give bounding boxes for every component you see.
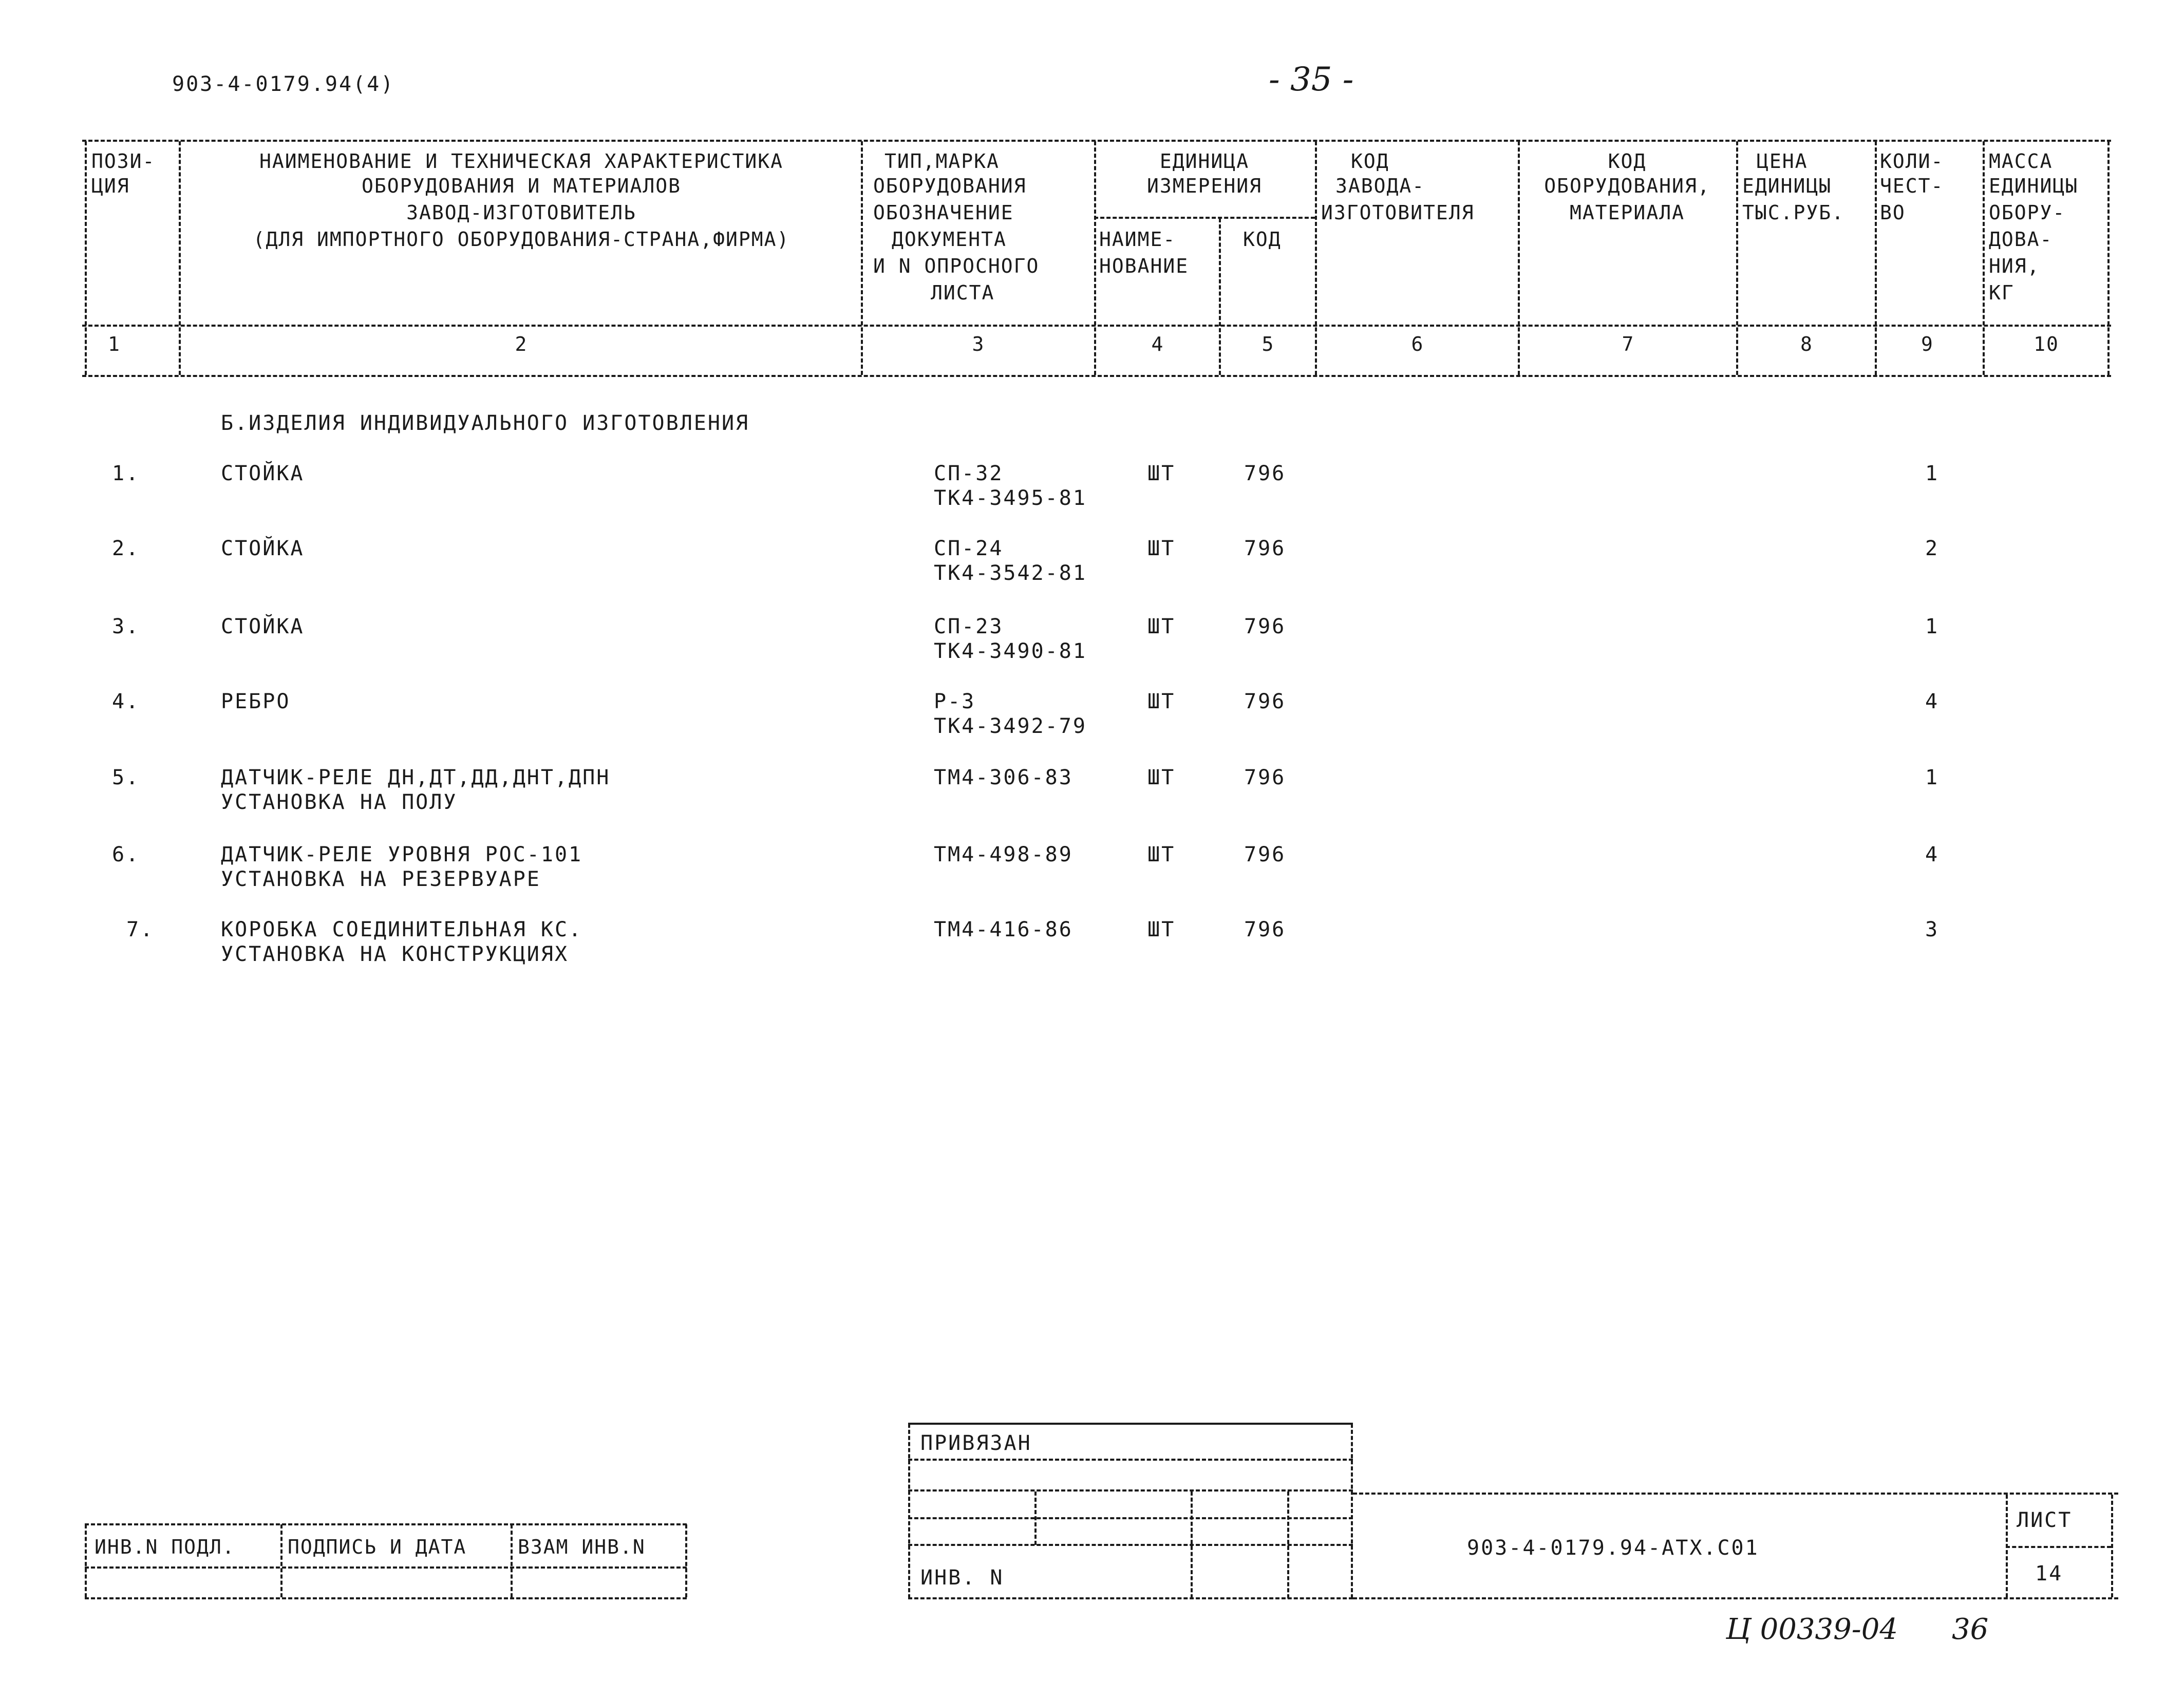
row-position: 2.	[112, 537, 140, 560]
stamp-line	[908, 1423, 1353, 1425]
col-divider	[1983, 141, 1985, 375]
header-name-line4: (ДЛЯ ИМПОРТНОГО ОБОРУДОВАНИЯ-СТРАНА,ФИРМА)	[253, 228, 790, 251]
header-unit-name-line1: НАИМЕ-	[1099, 228, 1176, 251]
row-quantity: 4	[1925, 690, 1940, 713]
stamp-line	[1353, 1493, 2118, 1495]
row-name-line2: УСТАНОВКА НА ПОЛУ	[221, 790, 458, 814]
row-quantity: 1	[1925, 615, 1940, 638]
header-mass-line2: ЕДИНИЦЫ	[1989, 175, 2079, 197]
header-unit-line1: ЕДИНИЦА	[1159, 150, 1250, 173]
stamp-line	[1353, 1597, 2118, 1599]
row-position: 4.	[112, 690, 140, 713]
row-quantity: 2	[1925, 537, 1940, 560]
stamp-privyazan-label: ПРИВЯЗАН	[920, 1431, 1032, 1455]
header-price-line3: ТЫС.РУБ.	[1742, 201, 1845, 224]
header-type-line3: ОБОЗНАЧЕНИЕ	[873, 201, 1014, 224]
col-divider	[1518, 141, 1520, 375]
row-unit: ШТ	[1147, 918, 1176, 941]
column-number: 6	[1411, 333, 1424, 355]
stamp-divider	[1034, 1492, 1037, 1545]
left-stamp-line	[85, 1597, 687, 1599]
stamp-sheet-label: ЛИСТ	[2017, 1508, 2073, 1532]
column-number: 10	[2034, 333, 2059, 355]
row-name-line2: УСТАНОВКА НА КОНСТРУКЦИЯХ	[221, 942, 569, 966]
header-bottom-border	[82, 325, 2111, 327]
header-type-line5: И N ОПРОСНОГО	[873, 255, 1040, 277]
left-stamp-line	[85, 1566, 687, 1569]
header-name-line1: НАИМЕНОВАНИЕ И ТЕХНИЧЕСКАЯ ХАРАКТЕРИСТИКА	[259, 150, 783, 173]
stamp-divider	[1191, 1492, 1193, 1598]
unit-subheader-line	[1094, 217, 1315, 219]
section-title: Б.ИЗДЕЛИЯ ИНДИВИДУАЛЬНОГО ИЗГОТОВЛЕНИЯ	[221, 411, 750, 435]
header-unit-name-line2: НОВАНИЕ	[1099, 255, 1189, 277]
row-position: 5.	[112, 766, 140, 789]
row-unit: ШТ	[1147, 843, 1176, 866]
stamp-divider	[908, 1424, 910, 1598]
header-unit-line2: ИЗМЕРЕНИЯ	[1147, 175, 1262, 197]
row-type: ТМ4-416-86	[934, 918, 1073, 941]
left-stamp-signature-date: ПОДПИСЬ И ДАТА	[288, 1536, 467, 1558]
row-type-doc: ТК4-3492-79	[934, 714, 1087, 738]
left-stamp-divider	[511, 1524, 513, 1597]
left-stamp-divider	[280, 1524, 283, 1597]
stamp-sheet-value: 14	[2035, 1562, 2063, 1585]
header-price-line1: ЦЕНА	[1757, 150, 1808, 173]
header-mass-line3: ОБОРУ-	[1989, 201, 2066, 224]
row-type: ТМ4-498-89	[934, 843, 1073, 866]
header-maker-code-line1: КОД	[1351, 150, 1389, 173]
stamp-line	[908, 1489, 1353, 1492]
header-type-line4: ДОКУМЕНТА	[892, 228, 1007, 251]
header-name-line3: ЗАВОД-ИЗГОТОВИТЕЛЬ	[406, 201, 636, 224]
header-top-border	[82, 140, 2111, 142]
row-name: СТОЙКА	[221, 615, 305, 638]
row-quantity: 4	[1925, 843, 1940, 866]
row-name: СТОЙКА	[221, 537, 305, 560]
col-divider	[85, 141, 87, 375]
column-number: 9	[1921, 333, 1934, 355]
header-type-line1: ТИП,МАРКА	[884, 150, 1000, 173]
row-unit: ШТ	[1147, 615, 1176, 638]
row-type: Р-3	[934, 690, 976, 713]
header-price-line2: ЕДИНИЦЫ	[1742, 175, 1832, 197]
col-divider	[1219, 218, 1221, 375]
row-name-line2: УСТАНОВКА НА РЕЗЕРВУАРЕ	[221, 867, 541, 891]
row-position: 3.	[112, 615, 140, 638]
row-type: СП-23	[934, 615, 1004, 638]
row-type: СП-32	[934, 462, 1004, 485]
header-equipment-code-line1: КОД	[1608, 150, 1647, 173]
row-type-doc: ТК4-3490-81	[934, 639, 1087, 663]
row-quantity: 3	[1925, 918, 1940, 941]
header-mass-line1: МАССА	[1989, 150, 2053, 173]
handwritten-archive-code: Ц 00339-04	[1726, 1613, 1898, 1646]
row-unit: ШТ	[1147, 690, 1176, 713]
row-name: ДАТЧИК-РЕЛЕ ДН,ДТ,ДД,ДНТ,ДПН	[221, 766, 611, 789]
header-position-line1: ПОЗИ-	[91, 150, 156, 173]
stamp-line	[908, 1597, 1353, 1599]
row-unit-code: 796	[1244, 843, 1286, 866]
column-number: 5	[1262, 333, 1275, 355]
stamp-line	[908, 1517, 1353, 1519]
row-unit-code: 796	[1244, 690, 1286, 713]
stamp-line	[908, 1544, 1353, 1546]
header-maker-code-line2: ЗАВОДА-	[1335, 175, 1425, 197]
stamp-divider	[1287, 1492, 1289, 1598]
header-type-line2: ОБОРУДОВАНИЯ	[873, 175, 1027, 197]
col-divider	[2107, 141, 2110, 375]
left-stamp-divider	[685, 1524, 687, 1597]
row-position: 7.	[126, 918, 155, 941]
header-equipment-code-line2: ОБОРУДОВАНИЯ,	[1544, 175, 1710, 197]
row-quantity: 1	[1925, 462, 1940, 485]
row-position: 1.	[112, 462, 140, 485]
row-unit-code: 796	[1244, 537, 1286, 560]
row-position: 6.	[112, 843, 140, 866]
row-unit: ШТ	[1147, 766, 1176, 789]
row-unit-code: 796	[1244, 615, 1286, 638]
header-name-line2: ОБОРУДОВАНИЯ И МАТЕРИАЛОВ	[362, 175, 681, 197]
left-stamp-divider	[85, 1524, 87, 1597]
header-mass-line4: ДОВА-	[1989, 228, 2053, 251]
stamp-inv-number-label: ИНВ. N	[920, 1566, 1004, 1590]
column-number: 1	[108, 333, 121, 355]
column-number: 7	[1622, 333, 1635, 355]
left-stamp-replacement-inv: ВЗАМ ИНВ.N	[518, 1536, 646, 1558]
header-numbers-bottom-border	[82, 375, 2111, 377]
stamp-line	[908, 1459, 1353, 1461]
header-mass-line5: НИЯ,	[1989, 255, 2040, 277]
row-name: ДАТЧИК-РЕЛЕ УРОВНЯ РОС-101	[221, 843, 583, 866]
stamp-divider	[2111, 1495, 2113, 1597]
header-type-line6: ЛИСТА	[931, 281, 995, 304]
row-quantity: 1	[1925, 766, 1940, 789]
column-number: 8	[1800, 333, 1813, 355]
column-number: 3	[972, 333, 985, 355]
row-name: СТОЙКА	[221, 462, 305, 485]
col-divider	[1875, 141, 1877, 375]
header-position-line2: ЦИЯ	[91, 175, 130, 197]
left-stamp-inv-podl: ИНВ.N ПОДЛ.	[95, 1536, 235, 1558]
row-unit-code: 796	[1244, 462, 1286, 485]
row-type: СП-24	[934, 537, 1004, 560]
row-name: РЕБРО	[221, 690, 291, 713]
row-unit: ШТ	[1147, 462, 1176, 485]
col-divider	[1094, 141, 1096, 375]
handwritten-archive-page: 36	[1952, 1613, 1989, 1646]
header-maker-code-line3: ИЗГОТОВИТЕЛЯ	[1321, 201, 1475, 224]
header-unit-code: КОД	[1243, 228, 1282, 251]
column-number: 4	[1151, 333, 1164, 355]
stamp-document-code: 903-4-0179.94-АТХ.С01	[1467, 1536, 1759, 1560]
col-divider	[1315, 141, 1317, 375]
row-name: КОРОБКА СОЕДИНИТЕЛЬНАЯ КС.	[221, 918, 583, 941]
header-quantity-line2: ЧЕСТ-	[1880, 175, 1944, 197]
row-type-doc: ТК4-3542-81	[934, 561, 1087, 585]
document-code-top: 903-4-0179.94(4)	[172, 72, 395, 96]
header-equipment-code-line3: МАТЕРИАЛА	[1570, 201, 1685, 224]
row-unit: ШТ	[1147, 537, 1176, 560]
column-number: 2	[515, 333, 528, 355]
header-quantity-line3: ВО	[1880, 201, 1906, 224]
stamp-divider	[1351, 1424, 1353, 1598]
left-stamp-line	[85, 1523, 687, 1525]
header-quantity-line1: КОЛИ-	[1880, 150, 1944, 173]
page-number: - 35 -	[1269, 61, 1354, 99]
col-divider	[1736, 141, 1738, 375]
stamp-line	[2006, 1546, 2111, 1548]
row-type-doc: ТК4-3495-81	[934, 486, 1087, 510]
row-type: ТМ4-306-83	[934, 766, 1073, 789]
row-unit-code: 796	[1244, 918, 1286, 941]
col-divider	[179, 141, 181, 375]
row-unit-code: 796	[1244, 766, 1286, 789]
header-mass-line6: КГ	[1989, 281, 2014, 304]
